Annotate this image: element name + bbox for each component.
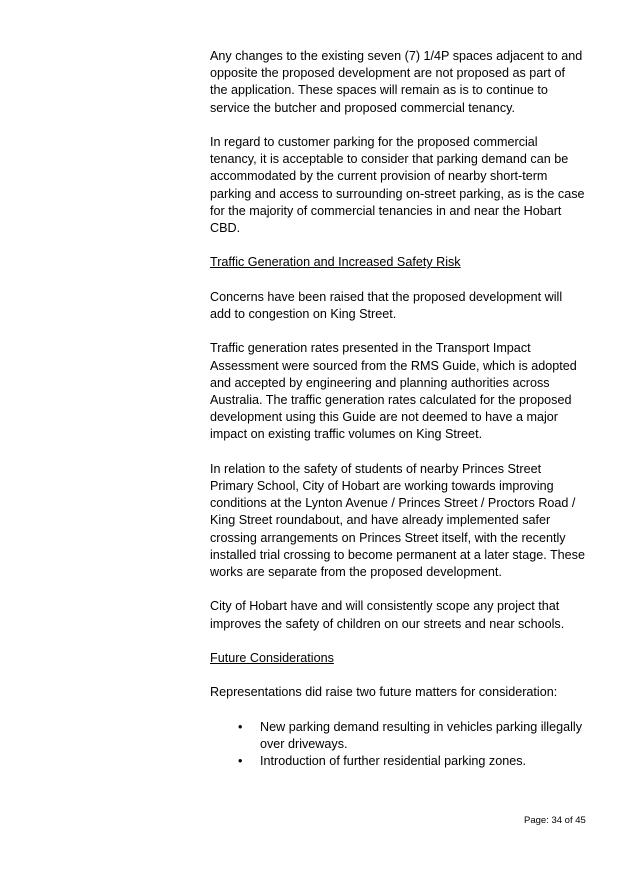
bullet-list	[210, 719, 585, 771]
paragraph-customer-parking: In regard to customer parking for the proposed commercial tenancy, it is acceptable to consider that parking demand can be accommodated by the current provision of nearby short-term parking and access to surrounding on-street parking, as is the case for the majority of commercial tenancies in and near the Hobart CBD.	[210, 135, 585, 236]
bullet-icon: •	[238, 719, 243, 734]
paragraph-existing-spaces: Any changes to the existing seven (7) 1/4P spaces adjacent to and opposite the proposed development are not proposed as part of the application. These spaces will remain as is to continue to service the butcher and proposed commercial tenancy.	[210, 49, 583, 115]
list-item-text: Introduction of further residential parking zones.	[260, 754, 527, 769]
bullet-icon: •	[238, 754, 243, 769]
page-number: Page: 34 of 45	[524, 815, 586, 826]
paragraph-congestion-concerns: Concerns have been raised that the proposed development will add to congestion on King Street.	[210, 289, 563, 321]
heading-future-considerations: Future Considerations	[210, 651, 334, 665]
document-body	[210, 48, 585, 770]
list-item	[238, 753, 585, 770]
paragraph-representations: Representations did raise two future matters for consideration:	[210, 685, 558, 700]
paragraph-city-of-hobart: City of Hobart have and will consistently scope any project that improves the safety of children on our streets and near schools.	[210, 599, 565, 631]
paragraph-student-safety: In relation to the safety of students of nearby Princes Street Primary School, City of Hobart are working towards improving conditions at the Lynton Avenue / Princes Street / Proctors Road / King Street roundabout, and have already implemented safer crossing arrangements on Princes Street itself, with the recently installed trial crossing to become permanent at a later stage. These works are separate from the proposed development.	[210, 461, 585, 580]
list-item	[238, 719, 585, 753]
heading-traffic-generation: Traffic Generation and Increased Safety Risk	[210, 255, 461, 270]
paragraph-traffic-rates: Traffic generation rates presented in the Transport Impact Assessment were sourced from the RMS Guide, which is adopted and accepted by engineering and planning authorities across Australia. The traffic generation rates calculated for the proposed development using this Guide are not deemed to have a major impact on existing traffic volumes on King Street.	[210, 341, 577, 442]
list-item-text: New parking demand resulting in vehicles parking illegally over driveways.	[260, 719, 583, 751]
